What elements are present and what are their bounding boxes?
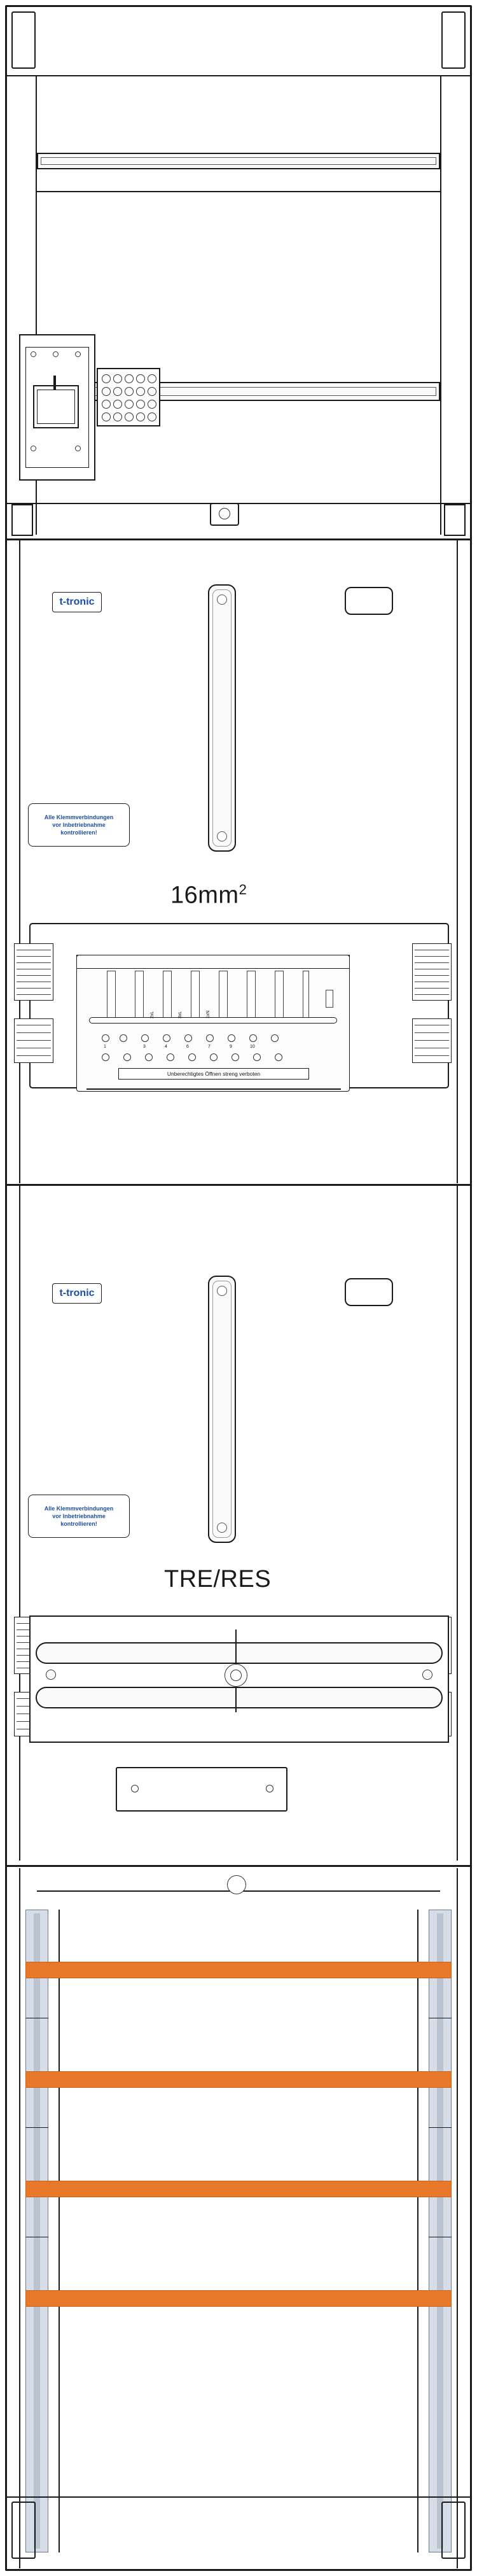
- busbar-inner-left-line: [59, 1910, 60, 2552]
- comb-line: [415, 988, 449, 989]
- comb-line: [415, 1032, 449, 1033]
- cover-plate-hole-right: [266, 1785, 273, 1792]
- terminal-hole: [148, 400, 156, 409]
- bottom-right-bracket-top-sec: [444, 504, 466, 536]
- comb-line: [17, 962, 51, 963]
- comb-line: [415, 975, 449, 976]
- top-section-small-line: [37, 191, 440, 192]
- lower-rail-left-hole: [46, 1670, 56, 1680]
- terminal-hole: [136, 387, 145, 396]
- meter-terminal-hole: [163, 1034, 170, 1042]
- cross-section-value: 16mm: [170, 882, 239, 909]
- bottom-left-bracket-top-sec: [11, 504, 33, 536]
- meter-scale-2xL: 2xL: [150, 1011, 155, 1018]
- busbar-2: [25, 2071, 452, 2088]
- vertical-slot-2-hole-top: [217, 1286, 227, 1296]
- terminal-comb-left-1: [14, 943, 53, 1001]
- sec4-bottom-line: [7, 2496, 470, 2498]
- terminal-hole: [113, 412, 122, 421]
- cross-section-label: [170, 882, 247, 910]
- meter-terminal-num-7: 7: [208, 1045, 211, 1049]
- meter-terminal-hole-2: [275, 1053, 282, 1061]
- terminal-hole: [136, 400, 145, 409]
- vertical-slot-1-inner: [212, 589, 232, 847]
- terminal-hole: [113, 374, 122, 383]
- meter-terminal-hole: [102, 1034, 109, 1042]
- terminal-hole: [102, 387, 111, 396]
- device-screw-5: [75, 446, 81, 451]
- meter-terminal-num-9: 9: [230, 1045, 232, 1049]
- busbar-1: [25, 1962, 452, 1978]
- mounting-rail-top-inner: [41, 157, 436, 165]
- meter-display-window: [326, 990, 333, 1008]
- vertical-slot-1-hole-top: [217, 595, 227, 605]
- sec3-left-wall: [19, 1186, 20, 1861]
- device-window-stem: [53, 376, 56, 390]
- lower-rail-lower: [36, 1687, 443, 1708]
- meter-strip: [107, 971, 116, 1018]
- meter-forbid-strip-1: Unberechtigtes Öffnen streng verboten: [118, 1068, 309, 1080]
- top-left-bracket: [11, 11, 36, 69]
- warning-label-2-line1: Alle Klemmverbindungen: [44, 1505, 114, 1512]
- meter-contour: [89, 1017, 337, 1024]
- meter-strip: [163, 971, 172, 1018]
- center-clamp-hole: [219, 508, 230, 519]
- bottom-left-bracket: [11, 2502, 36, 2559]
- comb-line: [17, 1032, 51, 1033]
- warning-label-1-line1: Alle Klemmverbindungen: [44, 813, 114, 820]
- meter-terminal-num-3: 3: [143, 1045, 146, 1049]
- meter-terminal-hole-2: [188, 1053, 196, 1061]
- vertical-slot-2-hole-bottom: [217, 1523, 227, 1533]
- meter-strip: [275, 971, 284, 1018]
- top-right-bracket: [441, 11, 466, 69]
- meter-strip: [191, 971, 200, 1018]
- device-window-inner: [37, 390, 75, 424]
- terminal-hole: [148, 374, 156, 383]
- lower-rail-right-hole: [422, 1670, 432, 1680]
- lower-rail-upper: [36, 1642, 443, 1664]
- top-right-wall: [440, 76, 441, 535]
- meter-strip: [247, 971, 256, 1018]
- cross-section-exponent: 2: [238, 882, 247, 897]
- meter-terminal-num-10: 10: [250, 1045, 255, 1049]
- blank-plate-1: [345, 587, 393, 615]
- brand-badge-1: t-tronic: [52, 592, 102, 612]
- meter-terminal-hole: [184, 1034, 192, 1042]
- device-screw-1: [31, 351, 36, 357]
- top-section-bottom-line2: [7, 538, 470, 540]
- comb-line: [17, 956, 51, 957]
- meter-scale-1xN: 1xN: [206, 1010, 211, 1018]
- terminal-hole: [136, 412, 145, 421]
- comb-line: [415, 956, 449, 957]
- meter-terminal-hole-2: [210, 1053, 218, 1061]
- comb-line: [415, 1040, 449, 1041]
- terminal-hole: [148, 387, 156, 396]
- comb-line: [17, 988, 51, 989]
- brand-badge-2: t-tronic: [52, 1283, 102, 1304]
- terminal-comb-right-1: [412, 943, 452, 1001]
- rail-mark: [25, 2127, 48, 2128]
- tre-res-label: TRE/RES: [164, 1566, 272, 1593]
- busbar-4: [25, 2290, 452, 2307]
- meter-strip: [135, 971, 144, 1018]
- busbar-vertical-rail-left-core: [34, 1913, 40, 2549]
- warning-label-1-line3: kontrollieren!: [60, 829, 97, 836]
- meter-strip: [219, 971, 228, 1018]
- sec4-top-clamp: [227, 1875, 246, 1894]
- sec4-left-wall: [19, 1868, 20, 2568]
- terminal-hole: [113, 387, 122, 396]
- rail-mark: [429, 2127, 452, 2128]
- sec3-bottom-line: [7, 1865, 470, 1867]
- meter-terminal-hole-2: [123, 1053, 131, 1061]
- comb-line: [415, 1055, 449, 1056]
- warning-label-1-line2: vor Inbetriebnahme: [52, 821, 106, 828]
- sec2-bottom-line: [7, 1184, 470, 1186]
- meter-terminal-hole: [271, 1034, 279, 1042]
- terminal-hole: [113, 400, 122, 409]
- sec2-left-wall: [19, 540, 20, 1183]
- comb-line: [17, 1055, 51, 1056]
- device-screw-4: [31, 446, 36, 451]
- meter1-base-line: [86, 1088, 341, 1090]
- vertical-slot-1-hole-bottom: [217, 831, 227, 841]
- bottom-right-bracket: [441, 2502, 466, 2559]
- meter-terminal-hole-2: [253, 1053, 261, 1061]
- comb-line: [17, 975, 51, 976]
- busbar-inner-right-line: [417, 1910, 418, 2552]
- warning-label-2-line3: kontrollieren!: [60, 1521, 97, 1528]
- sec4-right-wall: [457, 1868, 458, 2568]
- meter-strip: [303, 971, 309, 1018]
- device-screw-2: [53, 351, 59, 357]
- terminal-hole: [125, 400, 134, 409]
- sec3-right-wall: [457, 1186, 458, 1861]
- comb-line: [415, 962, 449, 963]
- top-divider-1: [7, 75, 470, 76]
- cover-plate-hole-left: [131, 1785, 139, 1792]
- terminal-hole: [125, 412, 134, 421]
- comb-line: [17, 994, 51, 995]
- vertical-slot-2-inner: [212, 1281, 232, 1538]
- terminal-hole: [125, 374, 134, 383]
- meter-terminal-hole: [120, 1034, 127, 1042]
- terminal-hole: [125, 387, 134, 396]
- meter-top-bar-1: [76, 955, 350, 969]
- meter-terminal-num-4: 4: [165, 1045, 167, 1049]
- sec2-right-wall: [457, 540, 458, 1183]
- meter-scale-3xL: 3xL: [178, 1011, 183, 1018]
- meter-terminal-num-1: 1: [104, 1045, 106, 1049]
- warning-label-1: [28, 803, 130, 847]
- lower-rail-center-hub-inner: [230, 1670, 242, 1681]
- busbar-vertical-rail-right-core: [437, 1913, 443, 2549]
- terminal-hole: [102, 374, 111, 383]
- terminal-hole: [102, 400, 111, 409]
- terminal-hole: [136, 374, 145, 383]
- warning-label-2-line2: vor Inbetriebnahme: [52, 1512, 106, 1519]
- warning-label-2: [28, 1495, 130, 1538]
- comb-line: [17, 1040, 51, 1041]
- terminal-hole: [102, 412, 111, 421]
- meter-terminal-hole-2: [167, 1053, 174, 1061]
- meter-terminal-num-6: 6: [186, 1045, 189, 1049]
- device-screw-3: [75, 351, 81, 357]
- meter-terminal-hole: [206, 1034, 214, 1042]
- cover-plate: [116, 1767, 287, 1812]
- meter-terminal-hole: [228, 1034, 235, 1042]
- meter-terminal-hole: [249, 1034, 257, 1042]
- meter-terminal-hole-2: [102, 1053, 109, 1061]
- blank-plate-2: [345, 1278, 393, 1306]
- terminal-hole: [148, 412, 156, 421]
- meter-terminal-hole-2: [145, 1053, 153, 1061]
- comb-line: [415, 994, 449, 995]
- busbar-3: [25, 2181, 452, 2197]
- meter-terminal-hole-2: [232, 1053, 239, 1061]
- meter-terminal-hole: [141, 1034, 149, 1042]
